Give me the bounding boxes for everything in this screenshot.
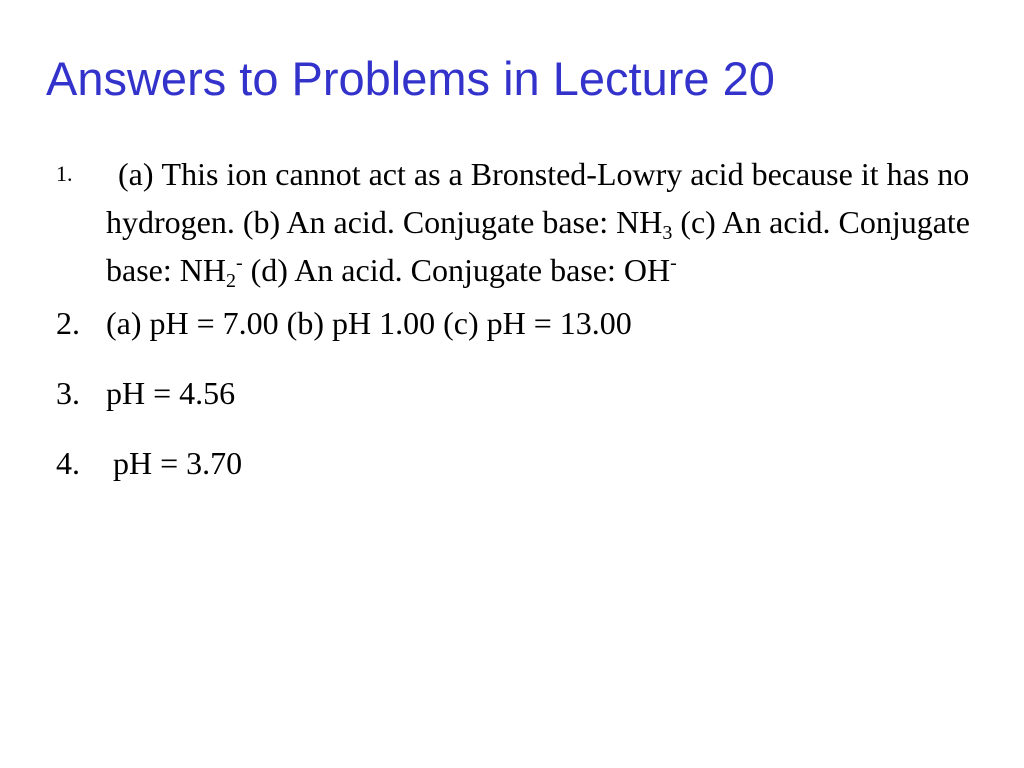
item-2-text: (a) pH = 7.00 (b) pH 1.00 (c) pH = 13.00 <box>106 305 632 341</box>
part-a-text: This ion cannot act as a Bronsted-Lowry acid because it has no hydrogen. (b) An acid. Conjugate base: NH <box>106 156 970 240</box>
part-d-text: (d) An acid. Conjugate base: OH <box>242 252 671 288</box>
item-number: 1. <box>56 161 73 186</box>
item-3-text: pH = 4.56 <box>106 375 236 411</box>
part-a-label: (a) <box>118 156 154 192</box>
list-item-2 <box>56 299 976 347</box>
list-item-3 <box>56 369 976 417</box>
item-number: 2. <box>56 305 80 341</box>
nh3-subscript: 3 <box>662 222 673 244</box>
item-4-text: pH = 3.70 <box>113 445 243 481</box>
list-item-1 <box>56 150 976 294</box>
nh2-superscript: - <box>235 252 243 274</box>
slide-title: Answers to Problems in Lecture 20 <box>46 52 775 105</box>
item-number: 4. <box>56 445 80 481</box>
item-1-text <box>106 150 976 294</box>
oh-superscript: - <box>670 252 677 274</box>
nh2-subscript: 2 <box>225 270 236 292</box>
part-c-text: (c) An acid. Conjugate base: NH <box>106 204 970 288</box>
item-number: 3. <box>56 375 80 411</box>
list-item-4 <box>56 439 976 487</box>
answer-list <box>56 150 976 487</box>
